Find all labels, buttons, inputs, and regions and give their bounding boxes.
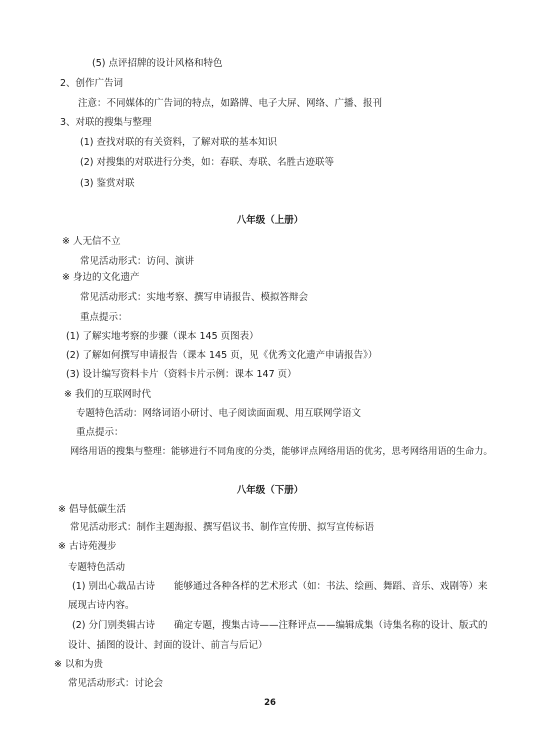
text-line: (2) 分门别类辑古诗 确定专题，搜集古诗——注释评点——编辑成集（诗集名称的设计、版式的: [72, 620, 488, 631]
text-line: 网络用语的搜集与整理：能够进行不同角度的分类，能够评点网络用语的优劣，思考网络用语的生命力。: [70, 446, 493, 457]
text-line: (1) 查找对联的有关资料，了解对联的基本知识: [80, 137, 277, 148]
grade-heading: 八年级（下册）: [236, 485, 304, 496]
page-number: 26: [264, 698, 276, 708]
topic-heading: ※ 古诗苑漫步: [58, 541, 117, 552]
text-line: 专题特色活动：网络词语小研讨、电子阅读面面观、用互联网学语文: [76, 408, 362, 419]
text-line: (3) 鉴赏对联: [80, 178, 135, 189]
text-line: 专题特色活动: [68, 562, 126, 573]
section-heading: 3、对联的搜集与整理: [60, 117, 152, 128]
topic-heading: ※ 倡导低碳生活: [58, 504, 126, 515]
grade-heading: 八年级（上册）: [236, 215, 304, 226]
text-line: 常见活动形式：访问、演讲: [80, 256, 195, 267]
text-line: 重点提示：: [76, 427, 124, 438]
text-line: (1) 别出心裁品古诗 能够通过各种各样的艺术形式（如：书法、绘画、舞蹈、音乐、戏剧等）来: [72, 581, 488, 592]
text-line: 重点提示：: [80, 312, 128, 323]
text-line: 常见活动形式：实地考察、撰写申请报告、模拟答辩会: [80, 292, 309, 303]
text-line: 常见活动形式：讨论会: [68, 678, 164, 689]
text-line: (2) 对搜集的对联进行分类，如：春联、寿联、名胜古迹联等: [80, 157, 334, 168]
topic-heading: ※ 身边的文化遗产: [62, 272, 140, 283]
text-line: 常见活动形式：制作主题海报、撰写倡议书、制作宣传册、拟写宣传标语: [70, 522, 375, 533]
text-line: 设计、插图的设计、封面的设计、前言与后记）: [68, 640, 268, 651]
text-line: 展现古诗内容。: [68, 600, 135, 611]
topic-heading: ※ 我们的互联网时代: [64, 389, 151, 400]
topic-heading: ※ 以和为贵: [54, 659, 103, 670]
text-line: (3) 设计编写资料卡片（资料卡片示例：课本 147 页）: [66, 369, 297, 380]
text-line: (2) 了解如何撰写申请报告（课本 145 页，见《优秀文化遗产申请报告》）: [66, 350, 378, 361]
text-line: (5) 点评招牌的设计风格和特色: [92, 58, 223, 69]
topic-heading: ※ 人无信不立: [62, 236, 121, 247]
section-heading: 2、创作广告词: [60, 78, 124, 89]
text-line: 注意：不同媒体的广告词的特点，如路牌、电子大屏、网络、广播、报刊: [78, 98, 383, 109]
text-line: (1) 了解实地考察的步骤（课本 145 页图表）: [66, 331, 259, 342]
